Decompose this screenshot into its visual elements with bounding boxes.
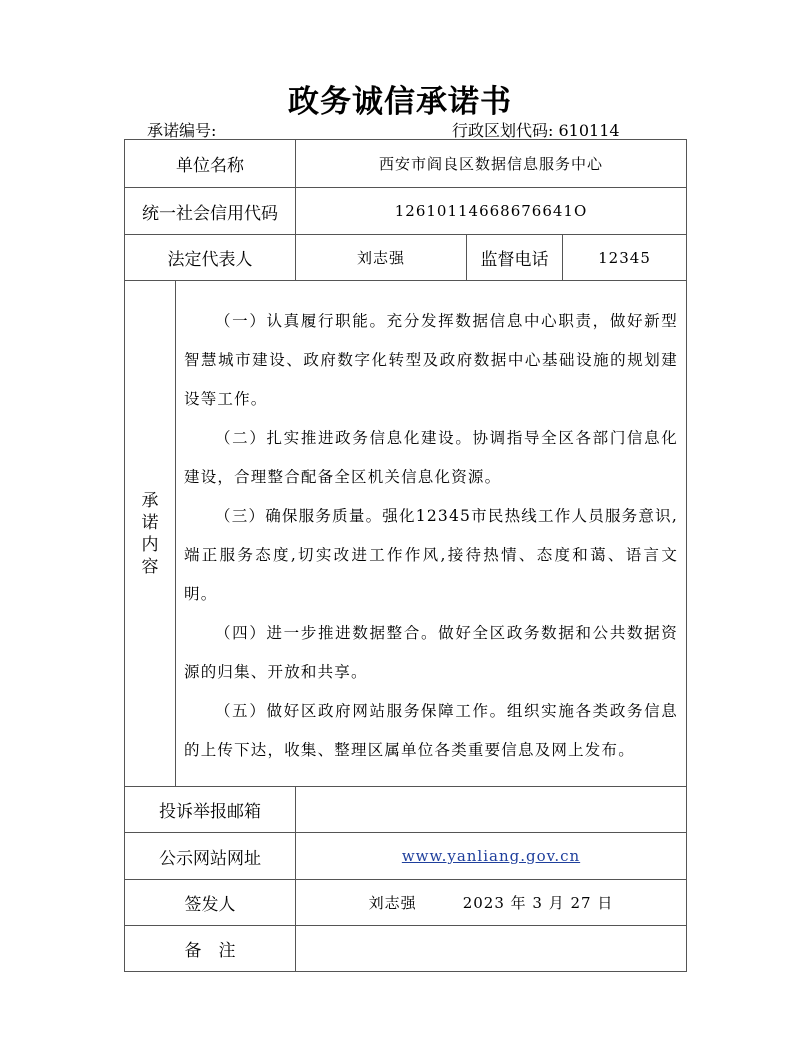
document-title: 政务诚信承诺书 — [288, 84, 512, 120]
content-label-char: 内 — [141, 534, 159, 555]
signer-label: 签发人 — [125, 880, 296, 926]
legal-rep-label: 法定代表人 — [125, 235, 296, 281]
website-link[interactable]: www.yanliang.gov.cn — [401, 847, 581, 865]
commitment-content-label — [125, 281, 176, 787]
row-legal-rep — [125, 235, 687, 281]
credit-code-value: 12610114668676641O — [296, 188, 687, 235]
website-label: 公示网站网址 — [125, 833, 296, 880]
row-website — [125, 833, 687, 880]
region-code: 行政区划代码: 610114 — [452, 121, 620, 140]
content-label-char: 容 — [141, 556, 159, 577]
commitment-number-label: 承诺编号: — [147, 121, 217, 140]
unit-name-label: 单位名称 — [125, 140, 296, 188]
credit-code-label: 统一社会信用代码 — [125, 188, 296, 235]
row-signer — [125, 880, 687, 926]
complaint-email-value — [296, 787, 687, 833]
commitment-paragraph: （五）做好区政府网站服务保障工作。组织实施各类政务信息的上传下达，收集、整理区属单位各类重要信息及网上发布。 — [184, 701, 679, 759]
legal-rep-value: 刘志强 — [296, 235, 467, 281]
row-remark — [125, 926, 687, 972]
website-cell — [296, 833, 687, 880]
commitment-paragraph: （三）确保服务质量。强化12345市民热线工作人员服务意识,端正服务态度,切实改进工作作风,接待热情、态度和蔼、语言文明。 — [184, 506, 679, 603]
content-label-char: 承 — [141, 490, 159, 511]
sign-date: 2023 年 3 月 27 日 — [462, 894, 614, 912]
commitment-paragraph: （二）扎实推进政务信息化建设。协调指导全区各部门信息化建设，合理整合配备全区机关信息化资源。 — [184, 428, 679, 486]
hotline-label: 监督电话 — [467, 235, 563, 281]
content-label-char: 诺 — [141, 512, 159, 533]
commitment-table — [124, 139, 687, 972]
row-credit-code — [125, 188, 687, 235]
hotline-value: 12345 — [563, 235, 687, 281]
complaint-email-label: 投诉举报邮箱 — [125, 787, 296, 833]
row-unit-name — [125, 140, 687, 188]
row-commitment-content — [125, 281, 687, 787]
signer-name: 刘志强 — [368, 894, 417, 912]
commitment-paragraph: （四）进一步推进数据整合。做好全区政务数据和公共数据资源的归集、开放和共享。 — [184, 623, 679, 681]
signer-cell — [296, 880, 687, 926]
remark-value — [296, 926, 687, 972]
unit-name-value: 西安市阎良区数据信息服务中心 — [296, 140, 687, 188]
commitment-paragraph: （一）认真履行职能。充分发挥数据信息中心职责，做好新型智慧城市建设、政府数字化转型及政府数据中心基础设施的规划建设等工作。 — [184, 311, 679, 408]
remark-label: 备 注 — [125, 926, 296, 972]
commitment-content — [176, 281, 687, 787]
row-complaint-email — [125, 787, 687, 833]
